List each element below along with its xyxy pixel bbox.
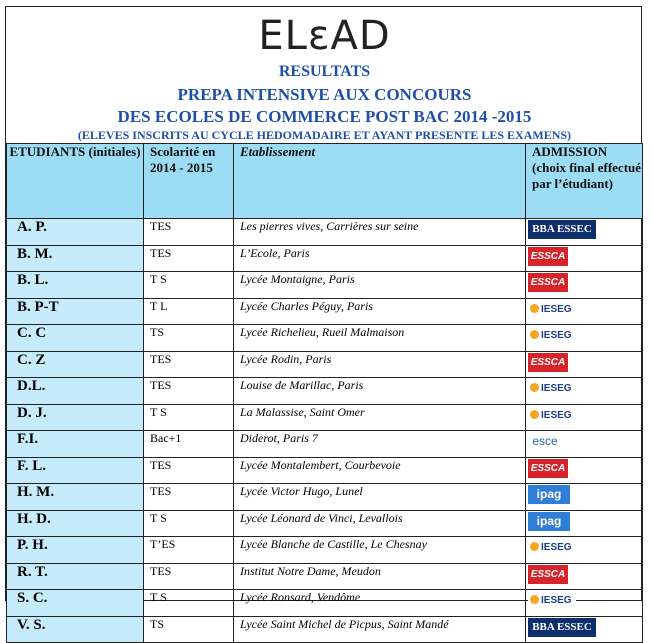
student-establishment: Lycée Rodin, Paris xyxy=(234,351,526,378)
student-admission xyxy=(526,351,643,378)
student-schooling: TES xyxy=(144,351,234,378)
student-establishment: Louise de Marillac, Paris xyxy=(234,378,526,405)
student-admission xyxy=(526,537,643,564)
esca-logo: ESSCA xyxy=(528,565,568,584)
table-row xyxy=(7,378,643,405)
student-admission xyxy=(526,431,643,458)
student-initials: A. P. xyxy=(7,219,144,246)
ieseg-logo xyxy=(528,591,576,610)
elead-logo: ELεAD xyxy=(258,13,391,59)
student-admission xyxy=(526,298,643,325)
student-admission xyxy=(526,484,643,511)
header-students: ETUDIANTS (initiales) xyxy=(7,144,144,219)
table-row xyxy=(7,537,643,564)
table-row xyxy=(7,404,643,431)
student-schooling: TS xyxy=(144,325,234,352)
student-initials: S. C. xyxy=(7,590,144,617)
student-admission xyxy=(526,510,643,537)
esca-logo: ESSCA xyxy=(528,353,568,372)
student-schooling: TES xyxy=(144,457,234,484)
student-establishment: Lycée Montalembert, Courbevoie xyxy=(234,457,526,484)
table-row xyxy=(7,563,643,590)
student-initials: B. L. xyxy=(7,272,144,299)
header-admission: ADMISSION (choix final effectué par l’étudiant) xyxy=(526,144,643,219)
student-schooling: Bac+1 xyxy=(144,431,234,458)
student-establishment: Lycée Richelieu, Rueil Malmaison xyxy=(234,325,526,352)
student-schooling: TES xyxy=(144,484,234,511)
student-admission xyxy=(526,616,643,643)
student-admission xyxy=(526,325,643,352)
student-admission xyxy=(526,404,643,431)
student-establishment: Lycée Victor Hugo, Lunel xyxy=(234,484,526,511)
admission-label: IESEG xyxy=(541,409,572,421)
subtitle-students: (ELEVES INSCRITS AU CYCLE HEDOMADAIRE ET AYANT PRESENTE LES EXAMENS) xyxy=(77,128,572,142)
table-row xyxy=(7,590,643,617)
ieseg-dot-icon xyxy=(530,542,539,551)
student-initials: D.L. xyxy=(7,378,144,405)
student-admission xyxy=(526,563,643,590)
results-sheet xyxy=(5,6,642,633)
student-initials: B. P-T xyxy=(7,298,144,325)
table-row xyxy=(7,431,643,458)
title-schools: DES ECOLES DE COMMERCE POST BAC 2014 -2015 xyxy=(117,107,532,126)
esca-logo: ESSCA xyxy=(528,273,568,292)
student-schooling: TES xyxy=(144,245,234,272)
student-initials: F. L. xyxy=(7,457,144,484)
student-schooling: T L xyxy=(144,298,234,325)
ieseg-dot-icon xyxy=(530,330,539,339)
student-initials: H. M. xyxy=(7,484,144,511)
student-initials: B. M. xyxy=(7,245,144,272)
student-admission xyxy=(526,590,643,617)
student-schooling: TES xyxy=(144,378,234,405)
admission-label: IESEG xyxy=(541,595,572,606)
student-initials: D. J. xyxy=(7,404,144,431)
title-prepa: PREPA INTENSIVE AUX CONCOURS xyxy=(177,85,472,104)
table-row xyxy=(7,616,643,643)
table-row xyxy=(7,510,643,537)
student-schooling: TES xyxy=(144,219,234,246)
student-admission xyxy=(526,245,643,272)
header-establishment: Etablissement xyxy=(234,144,526,219)
student-schooling: T’ES xyxy=(144,537,234,564)
student-admission xyxy=(526,378,643,405)
student-establishment: Lycée Charles Péguy, Paris xyxy=(234,298,526,325)
ieseg-logo xyxy=(528,538,576,557)
table-row xyxy=(7,457,643,484)
student-establishment: Les pierres vives, Carrières sur seine xyxy=(234,219,526,246)
student-establishment: Lycée Léonard de Vinci, Levallois xyxy=(234,510,526,537)
header-schooling: Scolarité en 2014 - 2015 xyxy=(144,144,234,219)
student-initials: V. S. xyxy=(7,616,144,643)
results-table xyxy=(6,143,643,643)
student-initials: H. D. xyxy=(7,510,144,537)
table-row xyxy=(7,219,643,246)
student-admission xyxy=(526,219,643,246)
title-results: RESULTATS xyxy=(278,63,371,80)
table-row xyxy=(7,325,643,352)
student-establishment: Lycée Saint Michel de Picpus, Saint Mandé xyxy=(234,616,526,643)
esce-logo: esce xyxy=(528,432,562,451)
esca-logo: ESSCA xyxy=(528,247,568,266)
ieseg-logo xyxy=(528,300,576,319)
ieseg-logo xyxy=(528,326,576,345)
admission-label: IESEG xyxy=(541,303,572,315)
student-initials: P. H. xyxy=(7,537,144,564)
student-initials: F.I. xyxy=(7,431,144,458)
student-establishment: Lycée Blanche de Castille, Le Chesnay xyxy=(234,537,526,564)
student-schooling: T S xyxy=(144,272,234,299)
bba-logo: BBA ESSEC xyxy=(528,618,596,637)
student-establishment: La Malassise, Saint Omer xyxy=(234,404,526,431)
esca-logo: ESSCA xyxy=(528,459,568,478)
table-row xyxy=(7,245,643,272)
admission-label: IESEG xyxy=(541,542,572,553)
student-schooling: T S xyxy=(144,590,234,617)
ieseg-dot-icon xyxy=(530,383,539,392)
ieseg-dot-icon xyxy=(530,595,539,604)
ipag-logo: ipag xyxy=(528,512,570,531)
student-schooling: TES xyxy=(144,563,234,590)
table-row xyxy=(7,298,643,325)
ieseg-logo xyxy=(528,406,576,425)
bba-logo: BBA ESSEC xyxy=(528,220,596,239)
student-admission xyxy=(526,272,643,299)
table-row xyxy=(7,272,643,299)
student-schooling: T S xyxy=(144,510,234,537)
table-row xyxy=(7,351,643,378)
ipag-logo: ipag xyxy=(528,485,570,504)
student-establishment: Lycée Ronsard, Vendôme xyxy=(234,590,526,617)
student-schooling: TS xyxy=(144,616,234,643)
student-establishment: Diderot, Paris 7 xyxy=(234,431,526,458)
table-header-row xyxy=(7,144,643,219)
ieseg-dot-icon xyxy=(530,410,539,419)
student-admission xyxy=(526,457,643,484)
admission-label: IESEG xyxy=(541,330,572,341)
ieseg-logo xyxy=(528,379,576,398)
student-schooling: T S xyxy=(144,404,234,431)
ieseg-dot-icon xyxy=(530,304,539,313)
student-establishment: L’Ecole, Paris xyxy=(234,245,526,272)
table-row xyxy=(7,484,643,511)
student-establishment: Institut Notre Dame, Meudon xyxy=(234,563,526,590)
student-initials: C. C xyxy=(7,325,144,352)
admission-label: IESEG xyxy=(541,383,572,394)
student-establishment: Lycée Montaigne, Paris xyxy=(234,272,526,299)
student-initials: R. T. xyxy=(7,563,144,590)
student-initials: C. Z xyxy=(7,351,144,378)
